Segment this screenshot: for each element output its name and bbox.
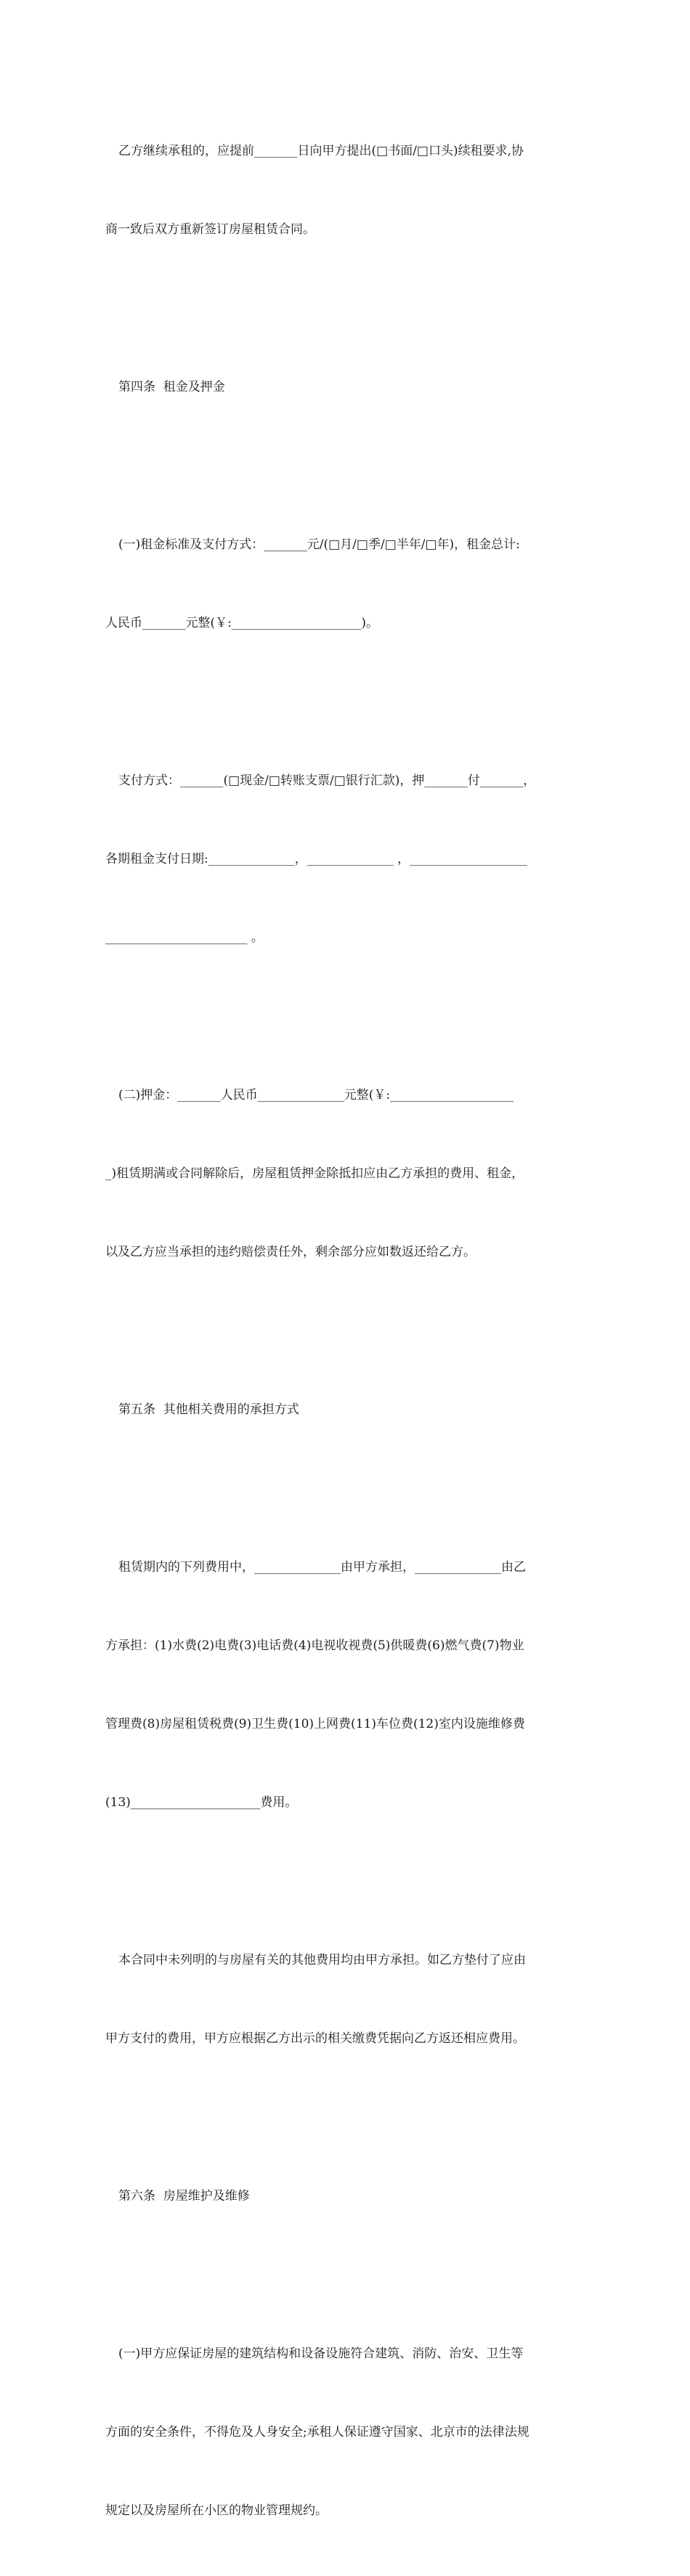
text-line: 管理费(8)房屋租赁税费(9)卫生费(10)上网费(11)车位费(12)室内设施维修费	[105, 1717, 525, 1731]
text-line: 各期租金支付日期:______________，______________ ，___________________	[105, 852, 527, 866]
text-line: 本合同中未列明的与房屋有关的其他费用均由甲方承担。如乙方垫付了应由	[118, 1953, 526, 1967]
text-line: 方承担：(1)水费(2)电费(3)电话费(4)电视收视费(5)供暖费(6)燃气费(7)物业	[105, 1638, 524, 1653]
text-line: 乙方继续承租的，应提前_______日向甲方提出(□书面/□口头)续租要求,协	[118, 144, 524, 158]
text-line: 方面的安全条件，不得危及人身安全;承租人保证遵守国家、北京市的法律法规	[105, 2425, 529, 2439]
section-heading-article-4	[105, 322, 588, 452]
section-heading: 第四条 租金及押金	[118, 380, 225, 394]
text-line: 支付方式：_______(□现金/□转账支票/□银行汇款)，押_______付_______，	[118, 773, 536, 788]
section-heading: 第六条 房屋维护及维修	[118, 2189, 250, 2203]
text-line: 规定以及房屋所在小区的物业管理规约。	[105, 2503, 328, 2518]
paragraph-deposit	[105, 1030, 588, 1317]
text-line: 甲方支付的费用，甲方应根据乙方出示的相关缴费凭据向乙方返还相应费用。	[105, 2031, 525, 2046]
text-line: (二)押金：_______人民币______________元整(￥:____________________	[118, 1088, 514, 1102]
paragraph-rent-standard	[105, 479, 588, 688]
section-heading-article-6	[105, 2131, 588, 2262]
document-body	[105, 86, 588, 2576]
paragraph-maintenance	[105, 2288, 588, 2576]
text-line: 商一致后双方重新签订房屋租赁合同。	[105, 222, 315, 237]
text-line: _______________________ 。	[105, 930, 264, 945]
text-line: (一)租金标准及支付方式：_______元/(□月/□季/□半年/□年)，租金总计:	[118, 537, 520, 552]
paragraph-payment-method	[105, 715, 588, 1003]
text-line: _)租赁期满或合同解除后，房屋租赁押金除抵扣应由乙方承担的费用、租金，	[105, 1166, 524, 1181]
text-line: (13)_____________________费用。	[105, 1795, 298, 1810]
text-line: (一)甲方应保证房屋的建筑结构和设备设施符合建筑、消防、治安、卫生等	[118, 2347, 524, 2361]
paragraph-fees-list	[105, 1502, 588, 1868]
section-heading: 第五条 其他相关费用的承担方式	[118, 1402, 299, 1417]
text-line: 以及乙方应当承担的违约赔偿责任外，剩余部分应如数返还给乙方。	[105, 1245, 476, 1259]
section-heading-article-5	[105, 1344, 588, 1475]
paragraph-renewal	[105, 86, 588, 295]
text-line: 人民币_______元整(￥:_____________________)。	[105, 616, 378, 630]
text-line: 租赁期内的下列费用中，______________由甲方承担，______________由乙	[118, 1560, 526, 1575]
paragraph-other-fees	[105, 1895, 588, 2104]
